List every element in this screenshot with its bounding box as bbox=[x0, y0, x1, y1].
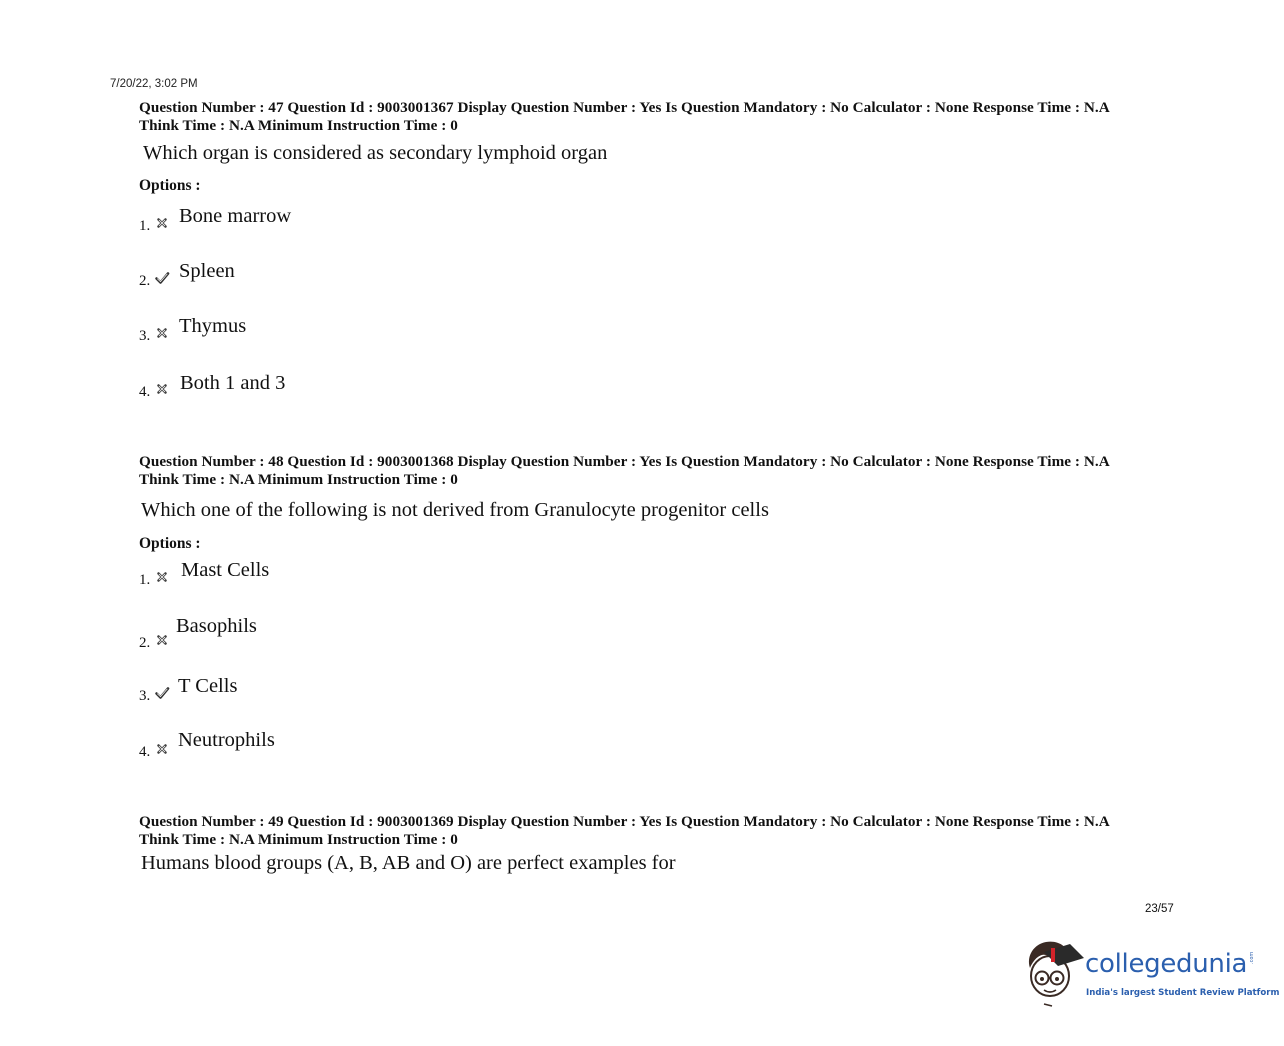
question-47-options-label: Options : bbox=[139, 177, 201, 194]
question-47-text: Which organ is considered as secondary lymphoid organ bbox=[143, 142, 608, 164]
q47-option-4-number: 4. bbox=[139, 384, 151, 400]
cross-icon bbox=[154, 381, 170, 397]
q48-option-2-number: 2. bbox=[139, 635, 151, 651]
question-49-meta: Question Number : 49 Question Id : 9003001369 Display Question Number : Yes Is Question Mandatory : No Calculator : None Response Time : N.A Think Time : N.A Minimum Instruction Time : 0 bbox=[139, 813, 1109, 848]
logo-mascot-icon bbox=[1024, 938, 1086, 1010]
q47-option-3-number: 3. bbox=[139, 328, 151, 344]
q48-option-3-text: T Cells bbox=[178, 675, 238, 697]
cross-icon bbox=[154, 632, 170, 648]
cross-icon bbox=[154, 325, 170, 341]
cross-icon bbox=[154, 569, 170, 585]
logo-tagline: India's largest Student Review Platform bbox=[1086, 988, 1280, 998]
logo-wordmark: collegedunia bbox=[1085, 949, 1248, 979]
q48-option-3-number: 3. bbox=[139, 688, 151, 704]
collegedunia-logo bbox=[1024, 938, 1280, 1010]
q47-option-2-text: Spleen bbox=[179, 260, 235, 282]
cross-icon bbox=[154, 215, 170, 231]
question-48-options-label: Options : bbox=[139, 535, 201, 552]
question-48-text: Which one of the following is not derived from Granulocyte progenitor cells bbox=[141, 499, 769, 521]
q47-option-3-text: Thymus bbox=[179, 315, 247, 337]
print-timestamp: 7/20/22, 3:02 PM bbox=[110, 78, 198, 90]
q47-option-1-number: 1. bbox=[139, 218, 151, 234]
question-49-text: Humans blood groups (A, B, AB and O) are perfect examples for bbox=[141, 852, 676, 874]
q47-option-2-number: 2. bbox=[139, 273, 151, 289]
q47-option-4-text: Both 1 and 3 bbox=[180, 372, 286, 394]
q48-option-1-text: Mast Cells bbox=[181, 559, 270, 581]
q48-option-4-text: Neutrophils bbox=[178, 729, 275, 751]
check-icon bbox=[154, 270, 170, 286]
page-number: 23/57 bbox=[1145, 903, 1174, 915]
q48-option-4-number: 4. bbox=[139, 744, 151, 760]
q48-option-2-text: Basophils bbox=[176, 615, 257, 637]
check-icon bbox=[154, 685, 170, 701]
question-47-meta: Question Number : 47 Question Id : 9003001367 Display Question Number : Yes Is Question Mandatory : No Calculator : None Response Time : N.A Think Time : N.A Minimum Instruction Time : 0 bbox=[139, 99, 1109, 134]
cross-icon bbox=[154, 741, 170, 757]
question-48-meta: Question Number : 48 Question Id : 9003001368 Display Question Number : Yes Is Question Mandatory : No Calculator : None Response Time : N.A Think Time : N.A Minimum Instruction Time : 0 bbox=[139, 453, 1109, 488]
q48-option-1-number: 1. bbox=[139, 572, 151, 588]
q47-option-1-text: Bone marrow bbox=[179, 205, 292, 227]
logo-domain-suffix: .com bbox=[1249, 951, 1255, 964]
